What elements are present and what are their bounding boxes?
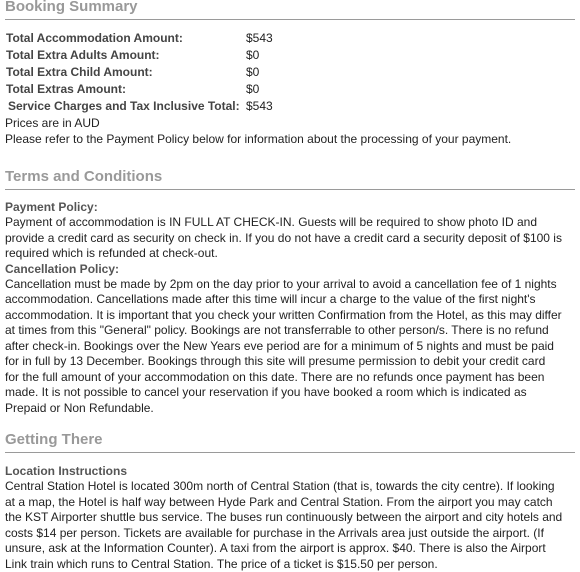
- currency-note: Prices are in AUD: [5, 115, 575, 131]
- booking-summary-title: Booking Summary: [5, 0, 575, 16]
- text-line: Link train which runs to Central Station. The price of a ticket is $15.50 per person.: [5, 557, 575, 572]
- text-line: accommodation. It is important that you check your written Confirmation from the Hotel, as this may differ: [5, 308, 575, 324]
- getting-there-title: Getting There: [5, 430, 575, 449]
- summary-label: Service Charges and Tax Inclusive Total:: [5, 97, 246, 114]
- text-line: for the full amount of your accommodation on this date. There are no refunds once payment has been: [5, 370, 575, 386]
- text-line: for in full by 13 December. Bookings through this site will presume permission to debit your credit card: [5, 354, 575, 370]
- summary-label: Total Accommodation Amount:: [5, 29, 246, 46]
- summary-row: [5, 63, 273, 80]
- cancellation-policy-heading: Cancellation Policy:: [5, 262, 575, 277]
- getting-there-section: [5, 430, 575, 572]
- summary-value: $0: [246, 63, 273, 80]
- text-line: Cancellation must be made by 2pm on the day prior to your arrival to avoid a cancellation fee of 1 nights: [5, 277, 575, 293]
- text-line: after check-in. Bookings over the New Years eve period are for a minimum of 5 nights and must be paid: [5, 339, 575, 355]
- summary-row: [5, 80, 273, 97]
- text-line: provide a credit card as security on check in. If you do not have a credit card a security deposit of $100 is: [5, 231, 575, 247]
- text-line: costs $14 per person. Tickets are available for purchase in the Arrivals area just outside the airport. (If: [5, 526, 575, 542]
- cancellation-policy-text: [5, 277, 575, 417]
- summary-row: [5, 97, 273, 114]
- text-line: Prepaid or Non Refundable.: [5, 401, 575, 417]
- location-instructions-heading: Location Instructions: [5, 464, 575, 479]
- summary-label: Total Extras Amount:: [5, 80, 246, 97]
- summary-row: [5, 46, 273, 63]
- payment-policy-note: Please refer to the Payment Policy below for information about the processing of your payment.: [5, 131, 575, 147]
- payment-policy-heading: Payment Policy:: [5, 200, 575, 215]
- text-line: the KST Airporter shuttle bus service. The buses run continuously between the airport and city hotels and: [5, 510, 575, 526]
- text-line: made. It is not possible to cancel your reservation if you have booked a room which is indicated as: [5, 385, 575, 401]
- text-line: Central Station Hotel is located 300m north of Central Station (that is, towards the city centre). If looking: [5, 479, 575, 495]
- terms-section: [5, 167, 575, 416]
- location-instructions-text: [5, 479, 575, 572]
- section-divider: [5, 19, 575, 20]
- payment-policy-text: [5, 215, 575, 262]
- summary-value: $543: [246, 29, 273, 46]
- summary-value: $0: [246, 80, 273, 97]
- text-line: Payment of accommodation is IN FULL AT CHECK-IN. Guests will be required to show photo ID and: [5, 215, 575, 231]
- summary-label: Total Extra Adults Amount:: [5, 46, 246, 63]
- text-line: accommodation. Cancellations made after this time will incur a charge to the value of the first night's: [5, 292, 575, 308]
- summary-label: Total Extra Child Amount:: [5, 63, 246, 80]
- booking-summary-table: [5, 29, 273, 114]
- terms-title: Terms and Conditions: [5, 167, 575, 186]
- summary-row: [5, 29, 273, 46]
- text-line: unsure, ask at the Information Counter). A taxi from the airport is approx. $40. There is also the Airport: [5, 541, 575, 557]
- summary-value: $0: [246, 46, 273, 63]
- summary-value: $543: [246, 97, 273, 114]
- text-line: at times from this "General" policy. Bookings are not transferrable to other person/s. There is no refund: [5, 323, 575, 339]
- text-line: required which is refunded at check-out.: [5, 246, 575, 262]
- booking-summary-section: [5, 0, 575, 147]
- text-line: at a map, the Hotel is half way between Hyde Park and Central Station. From the airport you may catch: [5, 495, 575, 511]
